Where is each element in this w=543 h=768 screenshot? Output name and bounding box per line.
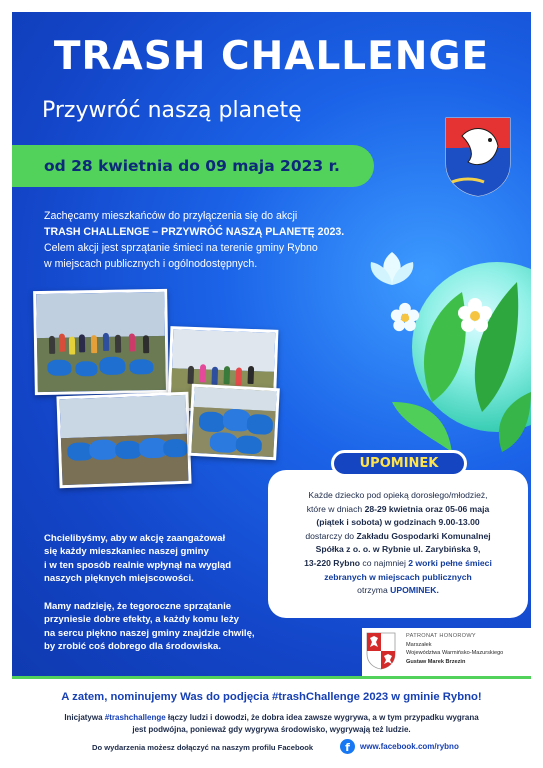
photo-volunteers-group [33,289,169,395]
honorary-patron-box [362,628,532,678]
gift-line [268,530,528,544]
patron-heading: PATRONAT HONOROWY [406,633,476,639]
lotus-flower-icon [367,250,417,290]
gift-hours: (piątek i sobota) w godzinach 9.00-13.00 [316,517,480,528]
engagement-paragraph [44,532,274,586]
paragraph-line: na sercu piękno naszej gminy znajdzie chwilę, [44,627,255,639]
patron-region: Województwa Warmińsko-Mazurskiego [406,650,504,657]
gift-line [268,584,528,598]
patron-text [406,632,503,666]
warmia-mazury-crest-icon [366,632,396,670]
gift-text: dostarczy do [305,530,357,541]
hashtag: #trashchallenge [104,713,166,722]
poster-subtitle: Przywróć naszą planetę [42,98,302,123]
gift-dates: 28-29 kwietnia oraz 05-06 maja [364,503,490,514]
intro-line: Zachęcamy mieszkańców do przyłączenia się do akcji [44,210,298,222]
nomination-heading: A zatem, nominujemy Was do podjęcia #trashChallenge 2023 w gminie Rybno! [61,691,482,703]
gift-line [268,503,528,517]
note-text: Inicjatywa [64,713,105,722]
intro-text [44,208,374,272]
gift-text: otrzyma [357,585,391,596]
facebook-url: www.facebook.com/rybno [360,742,459,751]
white-flower-small-icon [390,302,420,332]
paragraph-line: przyniesie dobre efekty, a każdy komu leży [44,614,239,626]
date-range-banner: od 28 kwietnia do 09 maja 2023 r. [12,145,374,187]
gift-requirement-cont: zebranych w miejscach publicznych [324,571,472,582]
photo-trash-bags-field [188,384,280,461]
gift-text: które w dniach [306,503,365,514]
patron-name: Gustaw Marek Brzezin [406,658,466,665]
gift-info-card [268,470,528,618]
rybno-crest-icon [444,116,512,198]
patron-title: Marszałek [406,641,432,648]
paragraph-line: naszych pięknych miejscowości. [44,573,194,585]
facebook-icon: f [340,739,355,754]
gift-text: co najmniej [360,557,409,568]
poster-title: TRASH CHALLENGE [53,34,490,79]
gift-requirement: 2 worki pełne śmieci [408,557,492,568]
paragraph-line: Mamy nadzieję, że tegoroczne sprzątanie [44,601,232,612]
initiative-note [40,712,503,736]
note-line [40,712,503,724]
paragraph-line: się każdy mieszkaniec naszej gminy [44,546,209,558]
paragraph-line: Chcielibyśmy, aby w akcję zaangażował [44,533,226,544]
intro-line: w miejscach publicznych i ogólnodostępnych. [44,258,258,270]
facebook-profile-link[interactable] [340,739,459,755]
photo-trash-bags-pile [56,392,191,489]
gift-line: Każde dziecko pod opieką dorosłego/młodzież, [308,490,488,500]
gift-label-badge: UPOMINEK [331,450,467,477]
intro-line-bold: TRASH CHALLENGE – PRZYWRÓĆ NASZĄ PLANETĘ 2023. [44,226,345,238]
gift-address: Spółka z o. o. w Rybnie ul. Zarybińska 9, [315,544,481,555]
paragraph-line: i w ten sposób realnie wpłynął na wygląd [44,559,232,571]
intro-line: Celem akcji jest sprzątanie śmieci na terenie gminy Rybno [44,242,318,254]
white-flower-icon [457,297,493,333]
divider-bar [12,676,531,679]
hope-paragraph [44,600,274,654]
note-text: łączy ludzi i dowodzi, że dobra idea zawsze wygrywa, a w tym przypadku wygrana [165,713,479,722]
gift-line [268,557,528,571]
note-line: jest podwójna, ponieważ gdy wygrywa środowisko, wygrywają też ludzie. [132,725,411,734]
facebook-join-text: Do wydarzenia możesz dołączyć na naszym profilu Facebook [92,743,314,752]
gift-reward: UPOMINEK. [390,585,439,596]
paragraph-line: by zrobić coś dobrego dla środowiska. [44,641,221,653]
gift-company: Zakładu Gospodarki Komunalnej [356,530,491,541]
gift-postcode: 13-220 Rybno [304,557,361,568]
